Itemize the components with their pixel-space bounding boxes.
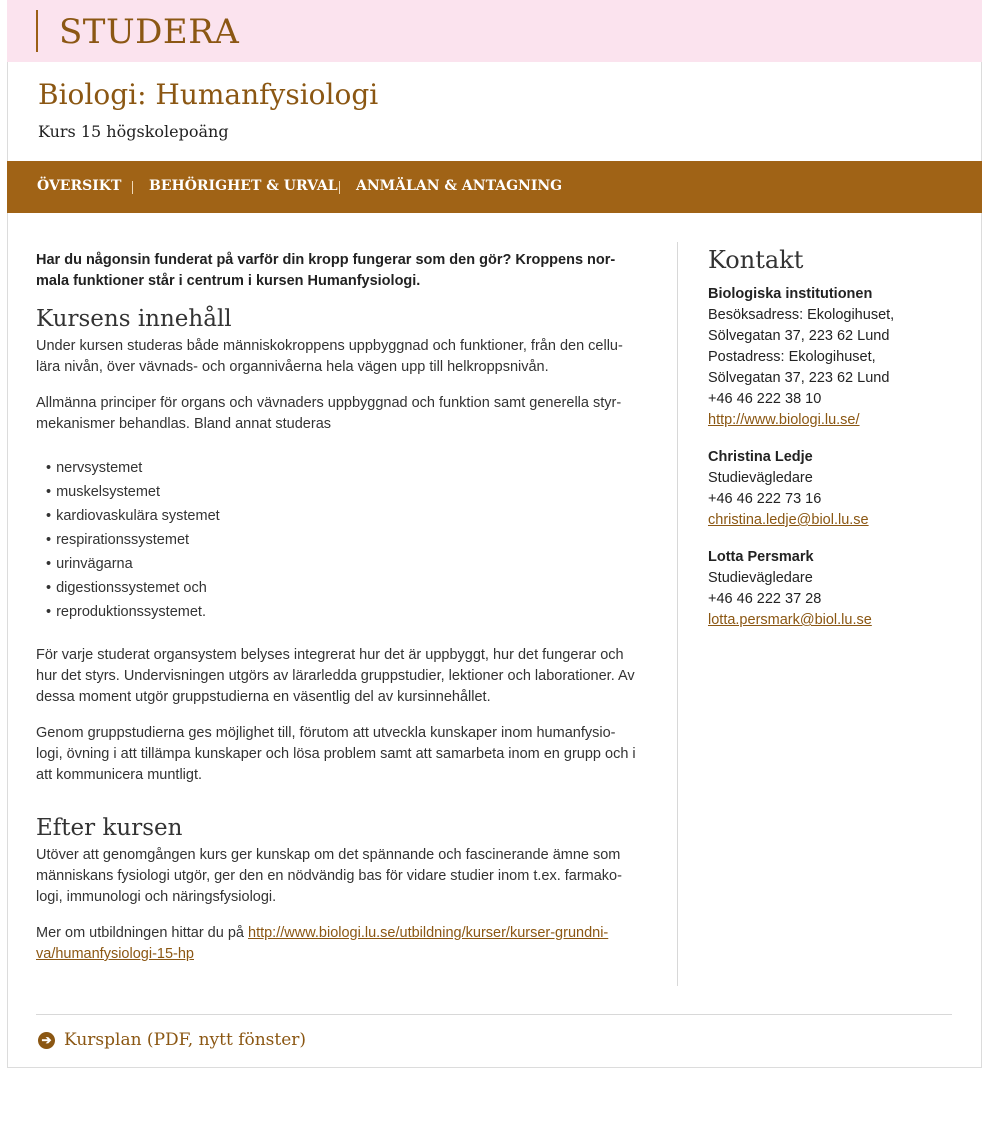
- institution-website-link[interactable]: http://www.biologi.lu.se/: [708, 412, 860, 428]
- page-title: Biologi: Humanfysiologi: [38, 78, 379, 111]
- main-content: [36, 250, 641, 965]
- contact-phone: +46 46 222 73 16: [708, 491, 822, 507]
- tab-behorighet-urval[interactable]: BEHÖRIGHET & URVAL: [149, 178, 338, 194]
- paragraph: Allmänna principer för organs och vävnaders uppbyggnad och funktion samt generella styr-mekanismer behandlas. Bland annat studeras: [36, 395, 622, 432]
- section-heading-after: Efter kursen: [36, 815, 183, 841]
- institution-name: Biologiska institutionen: [708, 286, 873, 302]
- site-brand[interactable]: STUDERA: [59, 12, 240, 52]
- contact-role: Studievägledare: [708, 470, 813, 486]
- arrow-circle-right-icon: ➔: [38, 1032, 55, 1049]
- kursplan-link[interactable]: [38, 1030, 306, 1050]
- lead-paragraph: Har du någonsin funderat på varför din kropp fungerar som den gör? Kroppens nor-mala funktioner står i centrum i kursen Humanfysiologi.: [36, 252, 616, 289]
- visit-address-line: Besöksadress: Ekologihuset,: [708, 307, 895, 323]
- kursplan-label: Kursplan (PDF, nytt fönster): [64, 1030, 307, 1050]
- tab-oversikt[interactable]: ÖVERSIKT: [37, 178, 122, 194]
- paragraph: För varje studerat organsystem belyses integrerat hur det är uppbyggt, hur det fungerar och hur det styrs. Undervisningen utgörs av lärarledda gruppstudier, lektioner och laborationer. Av dessa moment utgör gruppstudierna en väsentlig del av kursinnehållet.: [36, 647, 635, 705]
- contact-name: Christina Ledje: [708, 449, 813, 465]
- list-item: • urinvägarna: [46, 552, 641, 576]
- contact-email-link[interactable]: christina.ledje@biol.lu.se: [708, 512, 869, 528]
- list-item: • reproduktionssystemet.: [46, 600, 641, 624]
- more-info-text: Mer om utbildningen hittar du på: [36, 925, 248, 941]
- course-info-link[interactable]: http://www.biologi.lu.se/utbildning/kurser/kurser-grundni-va/humanfysiologi-15-hp: [36, 925, 609, 962]
- site-header: [7, 0, 982, 62]
- contact-sidebar: [708, 246, 958, 631]
- nav-separator: [132, 181, 133, 194]
- contact-heading: Kontakt: [708, 246, 804, 274]
- list-item: • digestionssystemet och: [46, 576, 641, 600]
- contact-role: Studievägledare: [708, 570, 813, 586]
- course-credits: Kurs 15 högskolepoäng: [38, 122, 229, 141]
- header-divider: [36, 10, 38, 52]
- column-divider: [677, 242, 678, 986]
- nav-separator: [339, 181, 340, 194]
- paragraph: Genom gruppstudierna ges möjlighet till, förutom att utveckla kunskaper inom humanfysio-logi, övning i att tillämpa kunskaper och lösa problem samt att samarbeta inom en grupp och i att kommunicera muntligt.: [36, 725, 636, 783]
- post-address-street: Sölvegatan 37, 223 62 Lund: [708, 370, 890, 386]
- paragraph: Utöver att genomgången kurs ger kunskap om det spännande och fascinerande ämne som människans fysiologi utgör, ger den en nödvändig bas för vidare studier inom t.ex. farmako-logi, immunologi och näringsfysiologi.: [36, 847, 622, 905]
- list-item: • kardiovaskulära systemet: [46, 504, 641, 528]
- footer-divider: [36, 1014, 952, 1015]
- list-item: • muskelsystemet: [46, 480, 641, 504]
- visit-address-street: Sölvegatan 37, 223 62 Lund: [708, 328, 890, 344]
- list-item: • respirationssystemet: [46, 528, 641, 552]
- list-item: • nervsystemet: [46, 456, 641, 480]
- institution-phone: +46 46 222 38 10: [708, 391, 822, 407]
- paragraph: Under kursen studeras både människokroppens uppbyggnad och funktioner, från den cellu-lära nivån, över vävnads- och organnivåerna hela vägen upp till helkroppsnivån.: [36, 338, 623, 375]
- post-address-line: Postadress: Ekologihuset,: [708, 349, 876, 365]
- contact-name: Lotta Persmark: [708, 549, 814, 565]
- tab-anmalan-antagning[interactable]: ANMÄLAN & ANTAGNING: [356, 178, 563, 194]
- course-nav: [7, 161, 982, 213]
- contact-phone: +46 46 222 37 28: [708, 591, 822, 607]
- section-heading-content: Kursens innehåll: [36, 306, 232, 332]
- more-info-paragraph: [36, 923, 641, 965]
- organ-list: [36, 456, 641, 624]
- contact-email-link[interactable]: lotta.persmark@biol.lu.se: [708, 612, 872, 628]
